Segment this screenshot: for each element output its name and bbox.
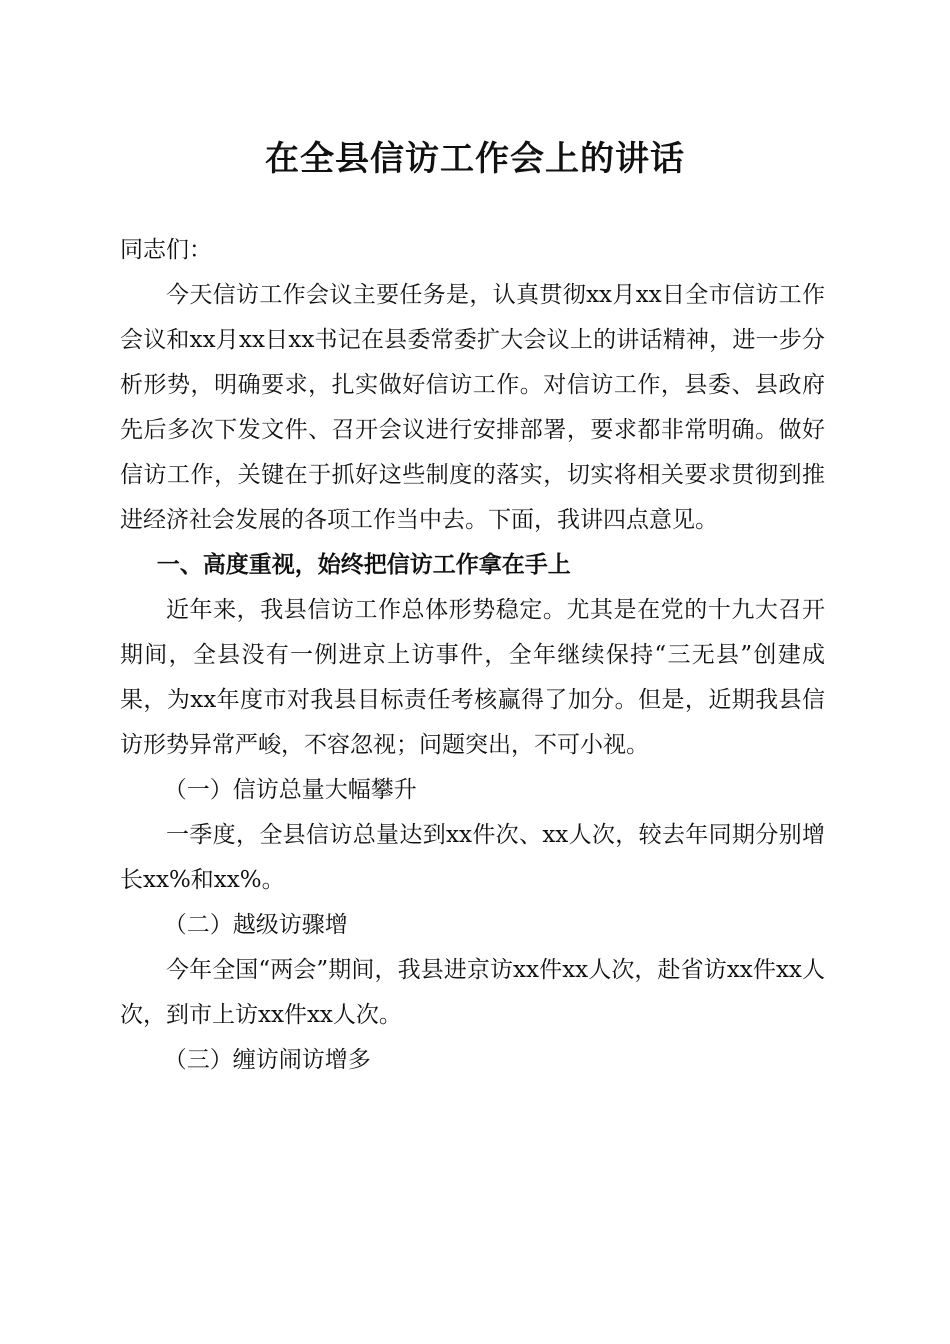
intro-paragraph: 今天信访工作会议主要任务是，认真贯彻xx月xx日全市信访工作会议和xx月xx日xx书记在县委常委扩大会议上的讲话精神，进一步分析形势，明确要求，扎实做好信访工作。对信访工作，县委、县政府先后多次下发文件、召开会议进行安排部署，要求都非常明确。做好信访工作，关键在于抓好这些制度的落实，切实将相关要求贯彻到推进经济社会发展的各项工作当中去。下面，我讲四点意见。: [120, 282, 825, 533]
section-heading-1: 一、高度重视，始终把信访工作拿在手上: [156, 552, 571, 578]
subsection-heading-3: （三）缠访闹访增多: [163, 1047, 371, 1073]
subsection-2-paragraph: 今年全国“两会”期间，我县进京访xx件xx人次，赴省访xx件xx人次，到市上访xx件xx人次。: [120, 957, 825, 1028]
salutation: 同志们：: [120, 237, 212, 263]
section-1-paragraph: 近年来，我县信访工作总体形势稳定。尤其是在党的十九大召开期间，全县没有一例进京上访事件，全年继续保持“三无县”创建成果，为xx年度市对我县目标责任考核赢得了加分。但是，近期我县信访形势异常严峻，不容忽视；问题突出，不可小视。: [120, 597, 825, 758]
subsection-heading-2: （二）越级访骤增: [163, 912, 348, 938]
subsection-1-paragraph: 一季度，全县信访总量达到xx件次、xx人次，较去年同期分别增长xx%和xx%。: [120, 822, 825, 893]
document-body: [120, 228, 825, 1083]
document-title: 在全县信访工作会上的讲话: [265, 139, 685, 179]
subsection-heading-1: （一）信访总量大幅攀升: [163, 777, 417, 803]
